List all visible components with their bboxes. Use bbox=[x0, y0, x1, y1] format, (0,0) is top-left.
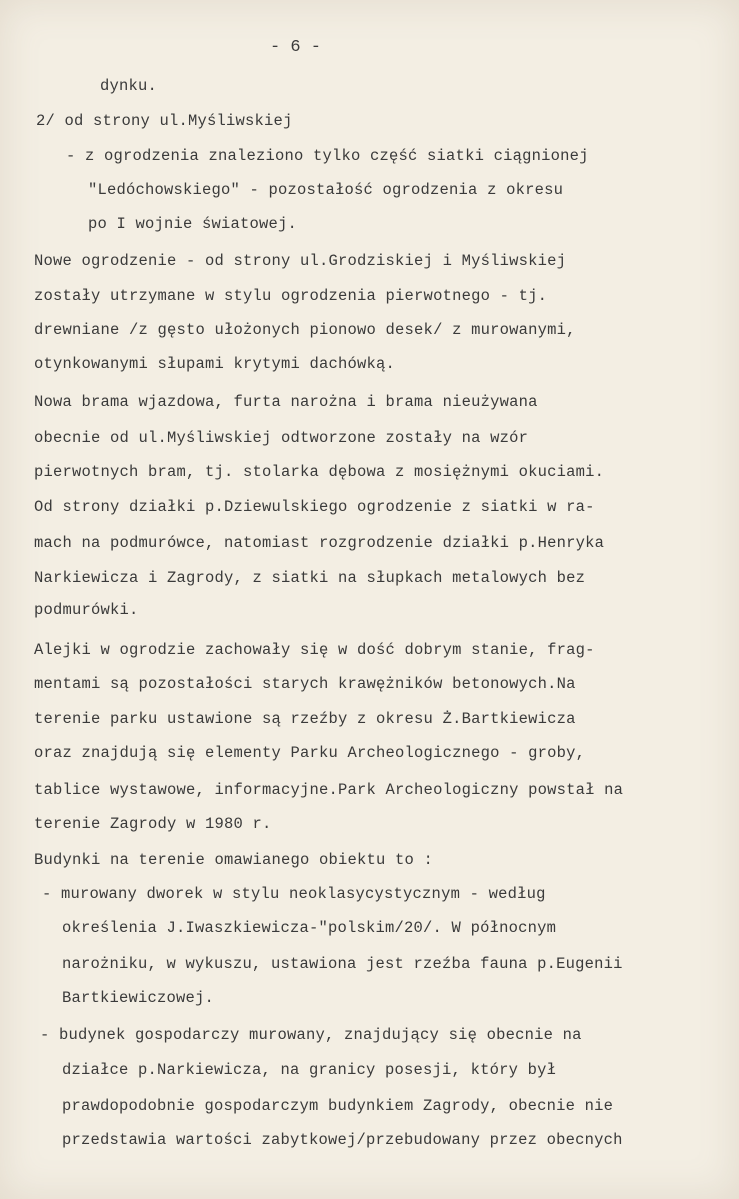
text-line: obecnie od ul.Myśliwskiej odtworzone zostały na wzór bbox=[34, 429, 529, 447]
text-line: Narkiewicza i Zagrody, z siatki na słupkach metalowych bez bbox=[34, 569, 586, 587]
text-line: podmurówki. bbox=[34, 601, 139, 619]
text-line: terenie Zagrody w 1980 r. bbox=[34, 815, 272, 833]
text-line: Bartkiewiczowej. bbox=[62, 989, 215, 1007]
text-line: drewniane /z gęsto ułożonych pionowo desek/ z murowanymi, bbox=[34, 321, 576, 339]
text-line: terenie parku ustawione są rzeźby z okresu Ż.Bartkiewicza bbox=[34, 710, 576, 728]
text-line: działce p.Narkiewicza, na granicy posesji, który był bbox=[62, 1061, 557, 1079]
text-line: tablice wystawowe, informacyjne.Park Archeologiczny powstał na bbox=[34, 781, 624, 799]
text-line: mach na podmurówce, natomiast rozgrodzenie działki p.Henryka bbox=[34, 534, 605, 552]
text-line: narożniku, w wykuszu, ustawiona jest rzeźba fauna p.Eugenii bbox=[62, 955, 623, 973]
text-line: Budynki na terenie omawianego obiektu to : bbox=[34, 851, 434, 869]
text-line: - murowany dworek w stylu neoklasycystycznym - według bbox=[42, 885, 546, 903]
text-line: Alejki w ogrodzie zachowały się w dość dobrym stanie, frag- bbox=[34, 641, 595, 659]
text-line: dynku. bbox=[100, 77, 158, 95]
text-line: Nowa brama wjazdowa, furta narożna i brama nieużywana bbox=[34, 393, 538, 411]
text-line: przedstawia wartości zabytkowej/przebudowany przez obecnych bbox=[62, 1131, 623, 1149]
text-line: oraz znajdują się elementy Parku Archeologicznego - groby, bbox=[34, 744, 586, 762]
text-line: - budynek gospodarczy murowany, znajdujący się obecnie na bbox=[40, 1026, 582, 1044]
text-line: "Ledóchowskiego" - pozostałość ogrodzenia z okresu bbox=[88, 181, 564, 199]
text-line: - z ogrodzenia znaleziono tylko część siatki ciągnionej bbox=[66, 147, 589, 165]
text-line: pierwotnych bram, tj. stolarka dębowa z mosiężnymi okuciami. bbox=[34, 463, 605, 481]
text-line: określenia J.Iwaszkiewicza-"polskim/20/. W północnym bbox=[62, 919, 557, 937]
text-line: 2/ od strony ul.Myśliwskiej bbox=[36, 112, 293, 130]
text-line: prawdopodobnie gospodarczym budynkiem Zagrody, obecnie nie bbox=[62, 1097, 614, 1115]
text-line: Od strony działki p.Dziewulskiego ogrodzenie z siatki w ra- bbox=[34, 498, 595, 516]
page-number: - 6 - bbox=[270, 38, 322, 57]
text-line: mentami są pozostałości starych krawężników betonowych.Na bbox=[34, 675, 576, 693]
text-line: otynkowanymi słupami krytymi dachówką. bbox=[34, 355, 396, 373]
text-line: Nowe ogrodzenie - od strony ul.Grodziskiej i Myśliwskiej bbox=[34, 252, 567, 270]
text-line: po I wojnie światowej. bbox=[88, 215, 298, 233]
text-line: zostały utrzymane w stylu ogrodzenia pierwotnego - tj. bbox=[34, 287, 548, 305]
